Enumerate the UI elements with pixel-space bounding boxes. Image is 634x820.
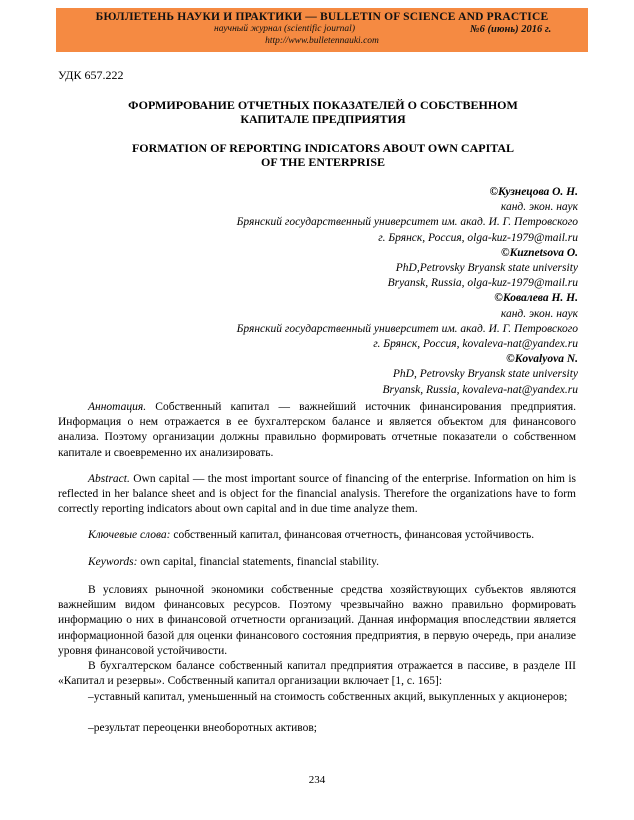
author-contact: г. Брянск, Россия, olga-kuz-1979@mail.ru (378, 231, 578, 244)
title-en-line: OF THE ENTERPRISE (260, 155, 386, 169)
title-ru-line: ФОРМИРОВАНИЕ ОТЧЕТНЫХ ПОКАЗАТЕЛЕЙ О СОБСТВЕННОМ (128, 98, 518, 112)
author-affiliation: Брянский государственный университет им. акад. И. Г. Петровского (236, 216, 578, 229)
keywords-en-text: own capital, financial statements, financial stability. (140, 556, 380, 568)
author-name: ©Kuznetsova O. (501, 246, 578, 259)
keywords-en-paragraph (58, 555, 576, 570)
page-number: 234 (308, 774, 326, 786)
author-contact: Bryansk, Russia, olga-kuz-1979@mail.ru (387, 277, 578, 290)
author-name: ©Кузнецова О. Н. (489, 186, 578, 198)
keywords-ru-paragraph (58, 528, 576, 543)
title-ru (58, 98, 588, 126)
keywords-en-label: Keywords: (88, 556, 138, 568)
author-affiliation: Брянский государственный университет им. акад. И. Г. Петровского (236, 322, 578, 335)
body-paragraph: В условиях рыночной экономики собственные средства хозяйствующих субъектов являются важнейшим видом финансовых ресурсов. Поэтому чрезвычайно важно правильно формировать информацию о них в финансовой отчетности организаций. Данная информация впоследствии является информационной базой для оценки финансового состояния предприятия, в первую очередь, при анализе уровня финансовой устойчивости. (58, 584, 576, 657)
authors-block (237, 185, 578, 398)
keywords-ru-text: собственный капитал, финансовая отчетность, финансовая устойчивость. (173, 529, 535, 541)
udk-code: УДК 657.222 (58, 68, 124, 82)
body-paragraph: В бухгалтерском балансе собственный капитал предприятия отражается в пассиве, в разделе III «Капитал и резервы». Собственный капитал организации включает [1, с. 165]: (58, 660, 576, 688)
body-list-item: –уставный капитал, уменьшенный на стоимость собственных акций, выкупленных у акционеров; (88, 691, 568, 703)
author-name: ©Ковалева Н. Н. (494, 292, 578, 305)
keywords-ru-label: Ключевые слова: (88, 529, 171, 541)
title-en-line: FORMATION OF REPORTING INDICATORS ABOUT OWN CAPITAL (131, 141, 515, 155)
journal-type: научный журнал (scientific journal) (214, 24, 355, 34)
journal-issue: №6 (июнь) 2016 г. (470, 24, 552, 35)
annotation-label: Аннотация. (88, 401, 147, 413)
abstract-text: Own capital — the most important source of financing of the enterprise. Information on him is reflected in her balance sheet and is object for the financial analysis. Therefore the organizations have to form correctly reporting indicators about own capital and in due time analyze them. (58, 473, 576, 516)
body-list-item: –результат переоценки внеоборотных активов; (88, 722, 317, 734)
annotation-text: Собственный капитал — важнейший источник финансирования предприятия. Информация о нем отражается в ее бухгалтерском балансе и является объектом для финансового анализа. Поэтому организации должны правильно формировать отчетные показатели о собственном капитале и своевременно их анализировать. (58, 401, 577, 459)
journal-url[interactable]: http://www.bulletennauki.com (265, 36, 379, 46)
journal-title: БЮЛЛЕТЕНЬ НАУКИ И ПРАКТИКИ — BULLETIN OF SCIENCE AND PRACTICE (95, 11, 549, 23)
abstract-label: Abstract. (88, 473, 130, 485)
title-ru-line: КАПИТАЛЕ ПРЕДПРИЯТИЯ (240, 112, 406, 126)
author-degree: канд. экон. наук (500, 307, 578, 320)
author-contact: Bryansk, Russia, kovaleva-nat@yandex.ru (382, 383, 578, 396)
author-degree: канд. экон. наук (500, 201, 578, 214)
author-contact: г. Брянск, Россия, kovaleva-nat@yandex.ru (373, 338, 578, 351)
abstract-paragraph (58, 472, 576, 518)
title-en (58, 141, 588, 169)
author-name: ©Kovalyova N. (506, 353, 578, 366)
annotation-paragraph (58, 400, 576, 461)
author-degree: PhD, Petrovsky Bryansk state university (392, 368, 578, 381)
author-degree: PhD,Petrovsky Bryansk state university (395, 262, 578, 275)
journal-header (56, 8, 588, 52)
journal-subline (56, 24, 588, 36)
